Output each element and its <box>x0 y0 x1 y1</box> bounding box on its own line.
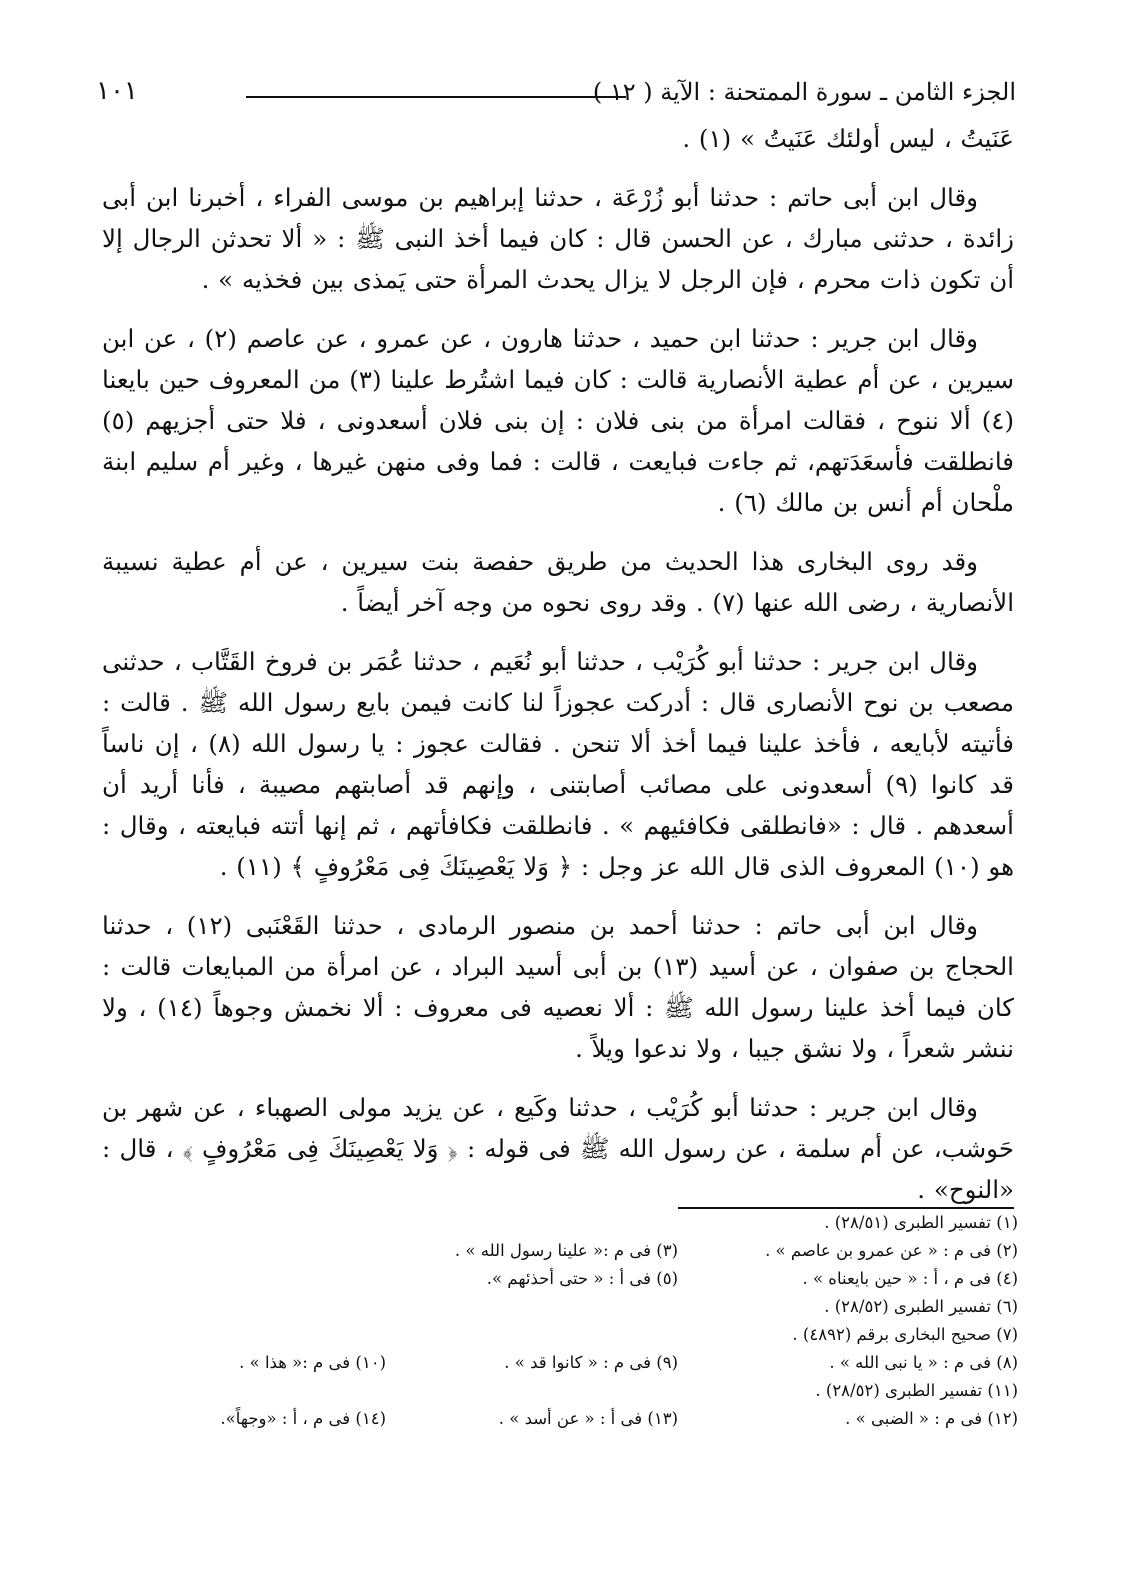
footnotes <box>96 1213 1018 1437</box>
paragraph: وقال ابن أبى حاتم : حدثنا أحمد بن منصور الرمادى ، حدثنا القَعْنَبى (١٢) ، حدثنا الحجاج بن صفوان ، عن أسيد (١٣) بن أبى أسيد البراد ، عن امرأة من المبايعات قالت : كان فيما أخذ علينا رسول الله ﷺ : ألا نعصيه فى معروف : ألا نخمش وجوهاً (١٤) ، ولا ننشر شعراً ، ولا نشق جيبا ، ولا ندعوا ويلاً . <box>102 911 1014 1063</box>
footnote: (١) تفسير الطبرى (٢٨/٥١) . <box>824 1213 1018 1232</box>
footnote-row <box>96 1241 1018 1269</box>
paragraph: وقال ابن جرير : حدثنا أبو كُرَيْب ، حدثنا وكَيع ، عن يزيد مولى الصهباء ، عن شهر بن حَوشب، عن أم سلمة ، عن رسول الله ﷺ فى قوله : ﴿ وَلا يَعْصِينَكَ فِى مَعْرُوفٍ ﴾ ، قال : «النوح» . <box>102 1093 1014 1204</box>
footnote: (٥) فى أ : « حتى أحذئهم ». <box>486 1269 678 1288</box>
footnote: (١٣) فى أ : « عن أسد » . <box>498 1409 678 1428</box>
footnote-row <box>96 1213 1018 1241</box>
footnote: (١٢) فى م : « الضبى » . <box>845 1409 1018 1428</box>
paragraph: وقال ابن أبى حاتم : حدثنا أبو زُرْعَة ، حدثنا إبراهيم بن موسى الفراء ، أخبرنا ابن أبى زائدة ، حدثنى مبارك ، عن الحسن قال : كان فيما أخذ النبى ﷺ : « ألا تحدثن الرجال إلا أن تكون ذات محرم ، فإن الرجل لا يزال يحدث المرأة حتى يَمذى بين فخذيه » . <box>102 183 1014 294</box>
running-header <box>96 70 1016 116</box>
footnote: (٤) فى م ، أ : « حين بايعناه » . <box>802 1269 1018 1288</box>
footnote: (٢) فى م : « عن عمرو بن عاصم » . <box>765 1241 1018 1260</box>
footnote: (٨) فى م : « يا نبى الله » . <box>829 1353 1018 1372</box>
footnote: (١٤) فى م ، أ : «وجهاً». <box>220 1409 386 1428</box>
footnote-separator <box>678 1207 1014 1209</box>
header-rule <box>246 96 626 98</box>
footnote: (١٠) فى م :« هذا » . <box>239 1353 386 1372</box>
footnote-row <box>96 1297 1018 1325</box>
footnote-row <box>96 1353 1018 1381</box>
footnote: (٦) تفسير الطبرى (٢٨/٥٢) . <box>824 1297 1018 1316</box>
footnote: (٩) فى م : « كانوا قد » . <box>504 1353 678 1372</box>
footnote-row <box>96 1269 1018 1297</box>
page-number: ١٠١ <box>96 76 138 106</box>
paragraph: عَنَيتُ ، ليس أولئك عَنَيتُ » (١) . <box>682 124 1014 153</box>
footnote: (١١) تفسير الطبرى (٢٨/٥٢) . <box>815 1381 1018 1400</box>
footnote: (٣) فى م :« علينا رسول الله » . <box>454 1241 678 1260</box>
footnote-row <box>96 1409 1018 1437</box>
header-title: الجزء الثامن ـ سورة الممتحنة : الآية ( ١٢ ) <box>592 78 1016 106</box>
main-text <box>102 118 1014 1228</box>
paragraph: وقد روى البخارى هذا الحديث من طريق حفصة بنت سيرين ، عن أم عطية نسيبة الأنصارية ، رضى الله عنها (٧) . وقد روى نحوه من وجه آخر أيضاً . <box>102 547 1014 617</box>
footnote: (٧) صحيح البخارى برقم (٤٨٩٢) . <box>792 1325 1018 1344</box>
paragraph: وقال ابن جرير : حدثنا أبو كُرَيْب ، حدثنا أبو نُعَيم ، حدثنا عُمَر بن فروخ القَتَّاب ، حدثنى مصعب بن نوح الأنصارى قال : أدركت عجوزاً لنا كانت فيمن بايع رسول الله ﷺ . قالت : فأتيته لأبايعه ، فأخذ علينا فيما أخذ ألا تنحن . فقالت عجوز : يا رسول الله (٨) ، إن ناساً قد كانوا (٩) أسعدونى على مصائب أصابتنى ، وإنهم قد أصابتهم مصيبة ، فأنا أريد أن أسعدهم . قال : «فانطلقى فكافئيهم » . فانطلقت فكافأتهم ، ثم إنها أتته فبايعته ، وقال : هو (١٠) المعروف الذى قال الله عز وجل : ﴿ وَلا يَعْصِينَكَ فِى مَعْرُوفٍ ﴾ (١١) . <box>102 647 1014 881</box>
footnote-row <box>96 1381 1018 1409</box>
paragraph: وقال ابن جرير : حدثنا ابن حميد ، حدثنا هارون ، عن عمرو ، عن عاصم (٢) ، عن ابن سيرين ، عن أم عطية الأنصارية قالت : كان فيما اشتُرط علينا (٣) من المعروف حين بايعنا (٤) ألا ننوح ، فقالت امرأة من بنى فلان : إن بنى فلان أسعدونى ، فلا حتى أجزيهم (٥) فانطلقت فأسعَدَتهم، ثم جاءت فبايعت ، قالت : فما وفى منهن غيرها ، وغير أم سليم ابنة ملْحان أم أنس بن مالك (٦) . <box>102 324 1015 517</box>
footnote-row <box>96 1325 1018 1353</box>
